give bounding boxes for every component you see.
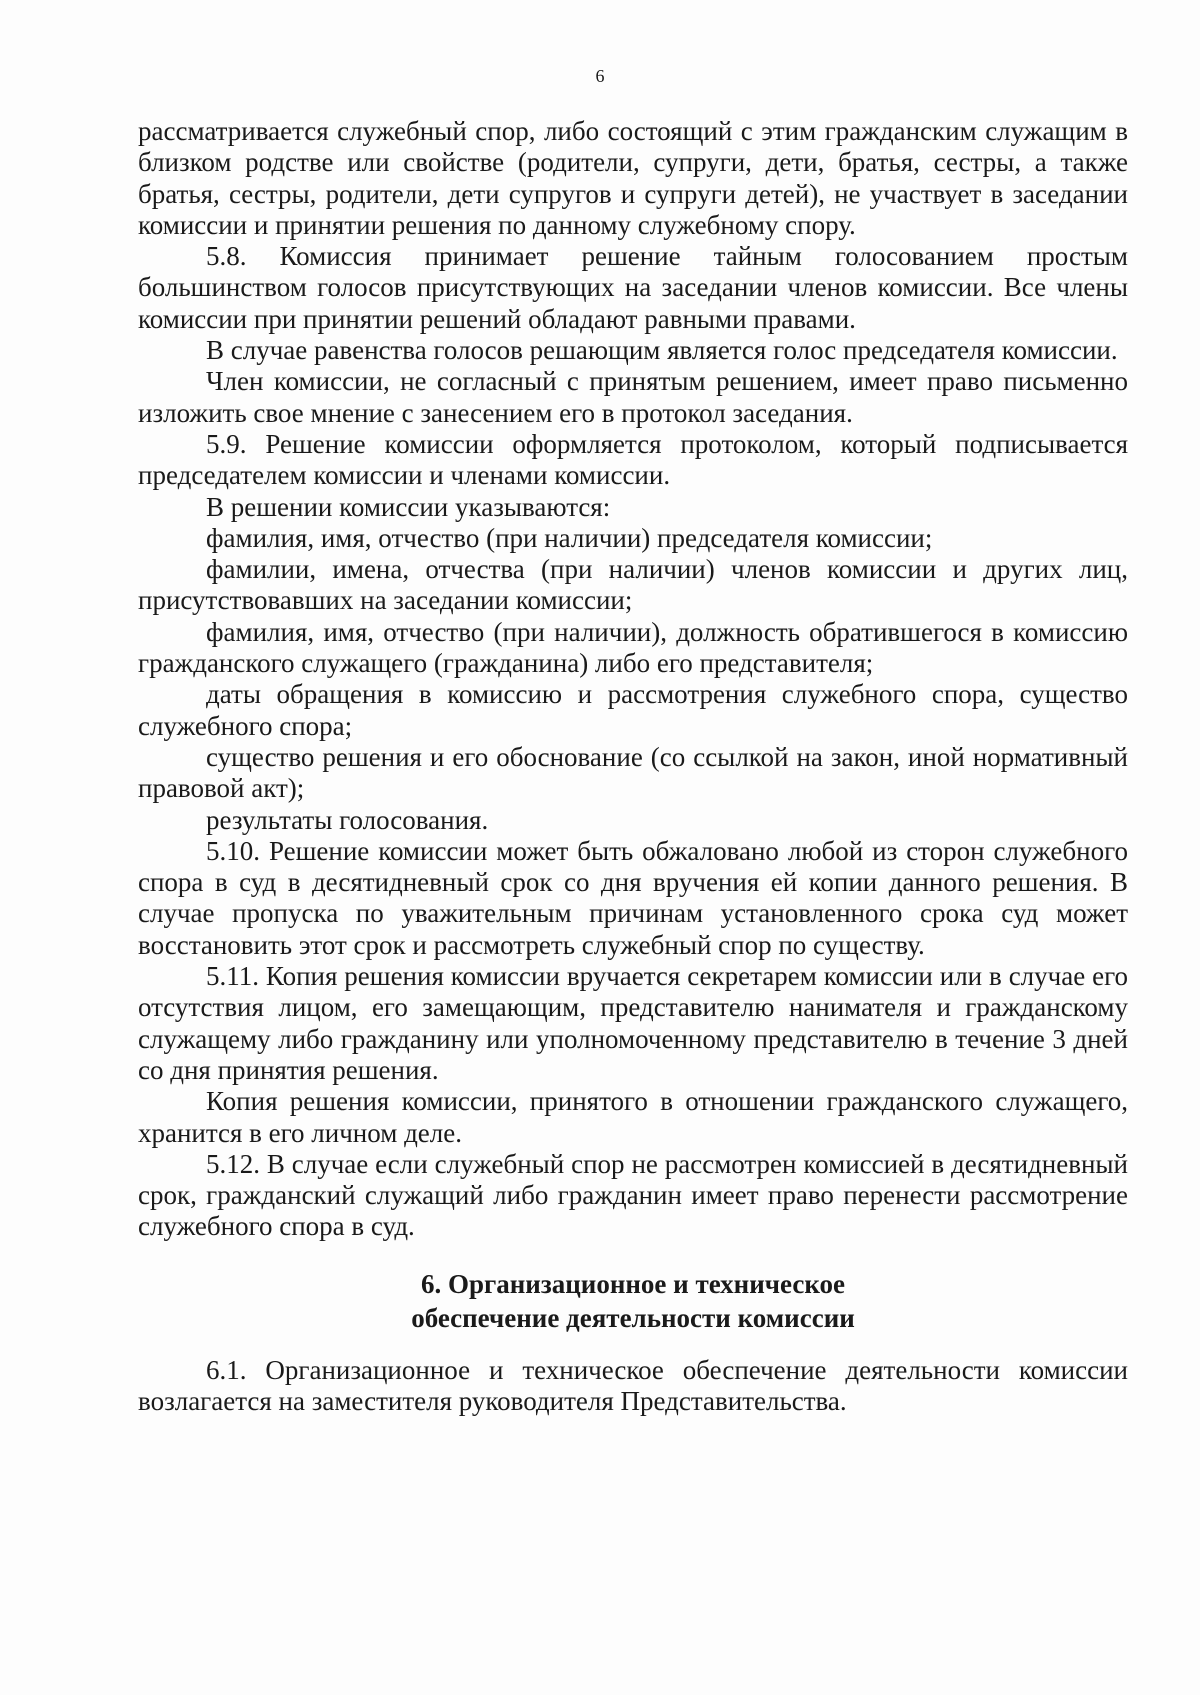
paragraph: фамилия, имя, отчество (при наличии) председателя комиссии; xyxy=(206,522,933,553)
section-heading-line: обеспечение деятельности комиссии xyxy=(411,1302,855,1333)
paragraph: Член комиссии, не согласный с принятым решением, имеет право письменно изложить свое мнение с занесением его в протокол заседания. xyxy=(138,366,1128,428)
paragraph: 5.9. Решение комиссии оформляется протоколом, который подписывается председателем комиссии и членами комиссии. xyxy=(138,428,1128,491)
paragraph: 5.11. Копия решения комиссии вручается секретарем комиссии или в случае его отсутствия лицом, его замещающим, представителю нанимателя и гражданскому служащему либо гражданину или уполномоченному представителю в течение 3 дней со дня принятия решения. xyxy=(138,961,1128,1085)
page-number: 6 xyxy=(595,66,605,86)
paragraph: фамилия, имя, отчество (при наличии), должность обратившегося в комиссию гражданского служащего (гражданина) либо его представителя; xyxy=(138,616,1128,679)
paragraph: В решении комиссии указываются: xyxy=(206,491,611,522)
paragraph: рассматривается служебный спор, либо состоящий с этим гражданским служащим в близком родстве или свойстве (родители, супруги, дети, братья, сестры, а также братья, сестры, родители, дети супругов и супруги детей), не участвует в заседании комиссии и принятии решения по данному служебному спору. xyxy=(138,116,1128,240)
paragraph: 5.8. Комиссия принимает решение тайным голосованием простым большинством голосов присутствующих на заседании членов комиссии. Все члены комиссии при принятии решений обладают равными правами. xyxy=(138,241,1128,334)
document-body xyxy=(138,116,1128,1417)
paragraph: 5.10. Решение комиссии может быть обжаловано любой из сторон служебного спора в суд в десятидневный срок со дня вручения ей копии данного решения. В случае пропуска по уважительным причинам установленного срока суд может восстановить этот срок и рассмотреть служебный спор по существу. xyxy=(138,835,1128,960)
section-heading-line: 6. Организационное и техническое xyxy=(420,1268,846,1299)
section-heading xyxy=(138,1267,1128,1335)
paragraph: Копия решения комиссии, принятого в отношении гражданского служащего, хранится в его личном деле. xyxy=(138,1086,1128,1148)
paragraph: существо решения и его обоснование (со ссылкой на закон, иной нормативный правовой акт); xyxy=(138,741,1128,804)
paragraph: фамилии, имена, отчества (при наличии) членов комиссии и других лиц, присутствовавших на заседании комиссии; xyxy=(138,554,1128,616)
paragraph: 5.12. В случае если служебный спор не рассмотрен комиссией в десятидневный срок, гражданский служащий либо гражданин имеет право перенести рассмотрение служебного спора в суд. xyxy=(138,1148,1128,1242)
paragraph: 6.1. Организационное и техническое обеспечение деятельности комиссии возлагается на заместителя руководителя Представительства. xyxy=(138,1354,1128,1416)
paragraph: В случае равенства голосов решающим является голос председателя комиссии. xyxy=(206,335,1118,366)
paragraph: даты обращения в комиссию и рассмотрения служебного спора, существо служебного спора; xyxy=(138,679,1128,741)
paragraph: результаты голосования. xyxy=(206,804,489,835)
